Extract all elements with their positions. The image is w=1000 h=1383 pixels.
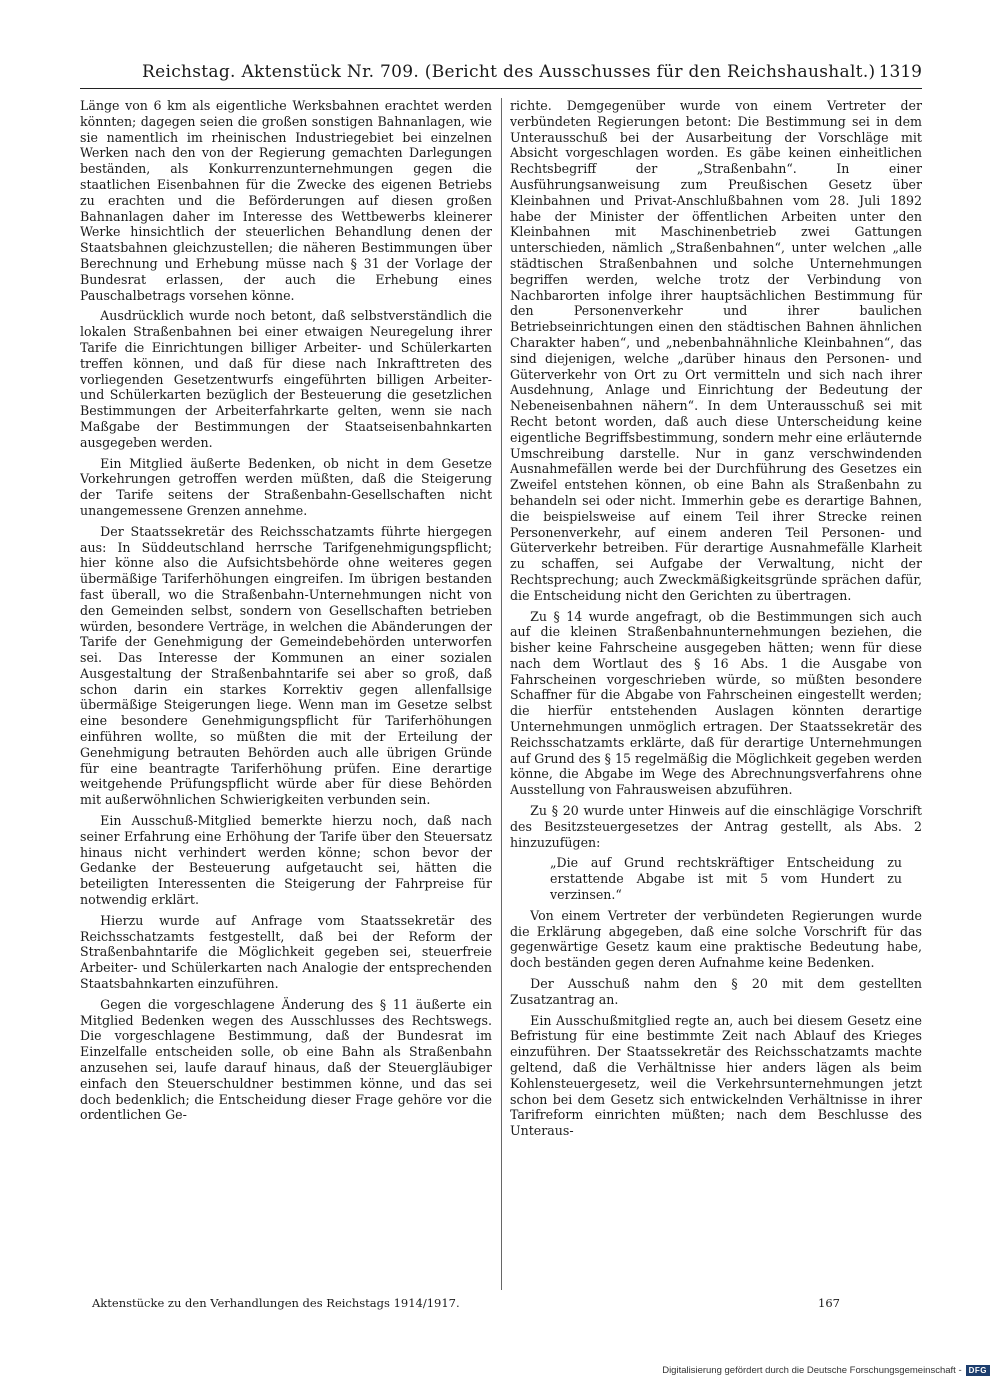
running-title: Reichstag. Aktenstück Nr. 709. (Bericht des Ausschusses für den Reichshaushalt.) xyxy=(142,62,876,82)
right-column xyxy=(510,98,922,1290)
paragraph: Gegen die vorgeschlagene Änderung des § 11 äußerte ein Mitglied Bedenken wegen des Ausschlusses des Rechtswegs. Die vorgeschlagene Bestimmung, daß der Bundesrat im Einzelfalle entscheiden solle, ob eine Bahn als Straßenbahn anzusehen sei, laufe darauf hinaus, daß der Steuergläubiger einfach den Steuerschuldner bestimmen könne, und das sei doch bedenklich; die Entscheidung dieser Frage gehöre vor die ordentlichen Ge- xyxy=(80,996,492,1123)
paragraph: richte. Demgegenüber wurde von einem Vertreter der verbündeten Regierungen betont: Die Bestimmung sei in dem Unterausschuß bei der Ausarbeitung der Vorschläge mit Absicht vorgeschlagen worden. Es gäbe keinen einheitlichen Rechtsbegriff der „Straßenbahn“. In einer Ausführungsanweisung zum Preußischen Gesetz über Kleinbahnen und Privat-Anschlußbahnen vom 28. Juli 1892 habe der Minister der öffentlichen Arbeiten unter den Kleinbahnen mit Maschinenbetrieb zwei Gattungen unterschieden, nämlich „Straßenbahnen“, unter welchen „alle städtischen Straßenbahnen und solche Unternehmungen begriffen werden, welche trotz der Verbindung von Nachbarorten infolge ihrer hauptsächlichen Bestimmung für den Personenverkehr und ihrer baulichen Betriebseinrichtungen einen den städtischen Bahnen ähnlichen Charakter haben“, und „nebenbahnähnliche Kleinbahnen“, das sind diejenigen, welche „darüber hinaus den Personen- und Güterverkehr von Ort zu Ort vermitteln und sich nach ihrer Ausdehnung, Anlage und Einrichtung der Bedeutung der Nebeneisenbahnen nähern“. In dem Unterausschuß sei mit Recht betont worden, daß auch diese Unterscheidung keine eigentliche Begriffsbestimmung, sondern mehr eine erläuternde Umschreibung darstelle. Nur in ganz verschwindenden Ausnahmefällen werde bei der Durchführung des Gesetzes ein Zweifel entstehen können, ob eine Bahn als Straßenbahn zu behandeln sei oder nicht. Immerhin gebe es derartige Bahnen, die beispielsweise auf einem Teil ihrer Strecke reinen Personenverkehr, auf einem anderen Teil Personen- und Güterverkehr betreiben. Für derartige Ausnahmefälle Klarheit zu schaffen, sei Aufgabe der Verwaltung, nicht der Rechtsprechung; auch Zweckmäßigkeitsgründe sprächen dafür, die Entscheidung nicht den Gerichten zu übertragen. xyxy=(510,98,922,603)
page-header xyxy=(80,58,922,89)
paragraph: Ausdrücklich wurde noch betont, daß selbstverständlich die lokalen Straßenbahnen bei einer etwaigen Neuregelung ihrer Tarife die Einrichtungen billiger Arbeiter- und Schülerkarten treffen können, und daß für diese nach Inkrafttreten des vorliegenden Gesetzentwurfs eingeführten billigen Arbeiter- und Schülerkarten bezüglich der Besteuerung die gesetzlichen Bestimmungen der Arbeiterfahrkarte gelten, wenn sie nach Maßgabe der Bestimmungen der Staatseisenbahnkarten ausgegeben werden. xyxy=(80,308,492,450)
paragraph: Der Staatssekretär des Reichsschatzamts führte hiergegen aus: In Süddeutschland herrsche Tarifgenehmigungspflicht; hier könne also die Aufsichtsbehörde ohne weiteres gegen übermäßige Tariferhöhungen eingreifen. Im übrigen bestanden fast überall, wo die Straßenbahn-Unternehmungen nicht von den Gemeinden selbst, sondern von Gesellschaften betrieben würden, besondere Verträge, in welchen die Abänderungen der Tarife der Genehmigung der Gemeindebehörden unterworfen sei. Das Interesse der Kommunen an einer sozialen Ausgestaltung der Straßenbahntarife sei aber so groß, daß schon darin ein starkes Korrektiv gegen allenfallsige übermäßige Steigerungen liege. Wenn man im Gesetze selbst eine besondere Genehmigungspflicht für Tariferhöhungen einführen wollte, so müßten die mit der Erteilung der Genehmigung betrauten Behörden auch alle übrigen Gründe für eine beantragte Tariferhöhung prüfen. Eine derartige weitgehende Prüfungspflicht würde aber für diese Behörden mit außerwöhnlichen Schwierigkeiten verbunden sein. xyxy=(80,523,492,808)
page-number: 1319 xyxy=(878,62,922,82)
footer-source: Aktenstücke zu den Verhandlungen des Reichstags 1914/1917. xyxy=(92,1296,460,1310)
paragraph: Hierzu wurde auf Anfrage vom Staatssekretär des Reichsschatzamts festgestellt, daß bei der Reform der Straßenbahntarife die Möglichkeit gegeben sei, steuerfreie Arbeiter- und Schülerkarten nach Analogie der entsprechenden Staatsbahnkarten einzuführen. xyxy=(80,912,492,992)
paragraph: Zu § 20 wurde unter Hinweis auf die einschlägige Vorschrift des Besitzsteuergesetzes der Antrag gestellt, als Abs. 2 hinzuzufügen: xyxy=(510,803,922,850)
footer-sheet-number: 167 xyxy=(818,1296,840,1310)
paragraph: Ein Mitglied äußerte Bedenken, ob nicht in dem Gesetze Vorkehrungen getroffen werden müßten, daß die Steigerung der Tarife seitens der Straßenbahn-Gesellschaften nicht unangemessene Grenzen annehme. xyxy=(80,455,492,518)
paragraph: Zu § 14 wurde angefragt, ob die Bestimmungen sich auch auf die kleinen Straßenbahnunternehmungen beziehen, die bisher keine Fahrscheine ausgegeben hätten; wenn für diese nach dem Wortlaut des § 16 Abs. 1 die Ausgabe von Fahrscheinen vorgeschrieben würde, so müßten besondere Schaffner für die Abgabe von Fahrscheinen eingestellt werden; die hierfür entstehenden Auslagen könnten derartige Unternehmungen unmöglich ertragen. Der Staatssekretär des Reichsschatzamts erklärte, daß für derartige Unternehmungen auf Grund des § 15 regelmäßig die Möglichkeit gegeben werden könne, die Abgabe im Wege des Abrechnungsverfahrens ohne Ausstellung von Fahrausweisen abzuführen. xyxy=(510,608,922,798)
dfg-logo: DFG xyxy=(966,1365,990,1376)
dfg-attribution xyxy=(662,1365,990,1376)
paragraph: Ein Ausschußmitglied regte an, auch bei diesem Gesetz eine Befristung für eine bestimmte Zeit nach Ablauf des Krieges einzuführen. Der Staatssekretär des Reichsschatzamts machte geltend, daß die Verhältnisse hier anders lägen als beim Kohlensteuergesetz, weil die Verkehrsunternehmungen jetzt schon bei dem Gesetz sich entwickelnden Verhältnisse in ihrer Tarifreform einrichten müßten; nach dem Beschlusse des Unteraus- xyxy=(510,1012,922,1139)
block-quote: „Die auf Grund rechtskräftiger Entscheidung zu erstattende Abgabe ist mit 5 vom Hundert zu verzinsen.“ xyxy=(550,855,902,903)
paragraph: Ein Ausschuß-Mitglied bemerkte hierzu noch, daß nach seiner Erfahrung eine Erhöhung der Tarife über den Steuersatz hinaus nicht verhindert werden könne; schon bevor der Gedanke der Besteuerung aufgetaucht sei, hätten die beteiligten Interessenten die Steigerung der Fahrpreise für notwendig erklärt. xyxy=(80,813,492,908)
paragraph: Der Ausschuß nahm den § 20 mit dem gestellten Zusatzantrag an. xyxy=(510,976,922,1007)
paragraph: Länge von 6 km als eigentliche Werksbahnen erachtet werden könnten; dagegen seien die großen sonstigen Bahnanlagen, wie sie namentlich im rheinischen Industriegebiet bei einzelnen Werken nach den von der Regierung gemachten Darlegungen beständen, als Konkurrenzunternehmungen gegen die staatlichen Eisenbahnen für die Zwecke des eigenen Betriebs zu erachten und die Beförderungen auf diesen großen Bahnanlagen daher im Interesse des Wettbewerbs kleinerer Werke hinsichtlich der steuerlichen Behandlung denen der Staatsbahnen gleichzustellen; die näheren Bestimmungen über Berechnung und Erhebung müsse nach § 31 der Vorlage der Bundesrat erlassen, der auch die Erhebung eines Pauschalbetrags vorsehen könne. xyxy=(80,98,492,303)
paragraph: Von einem Vertreter der verbündeten Regierungen wurde die Erklärung abgegeben, daß eine solche Vorschrift für das gegenwärtige Gesetz kaum eine praktische Bedeutung habe, doch beständen gegen deren Aufnahme keine Bedenken. xyxy=(510,907,922,971)
column-divider xyxy=(501,98,502,1290)
left-column xyxy=(80,98,492,1290)
attribution-text: Digitalisierung gefördert durch die Deutsche Forschungsgemeinschaft - xyxy=(662,1365,962,1376)
